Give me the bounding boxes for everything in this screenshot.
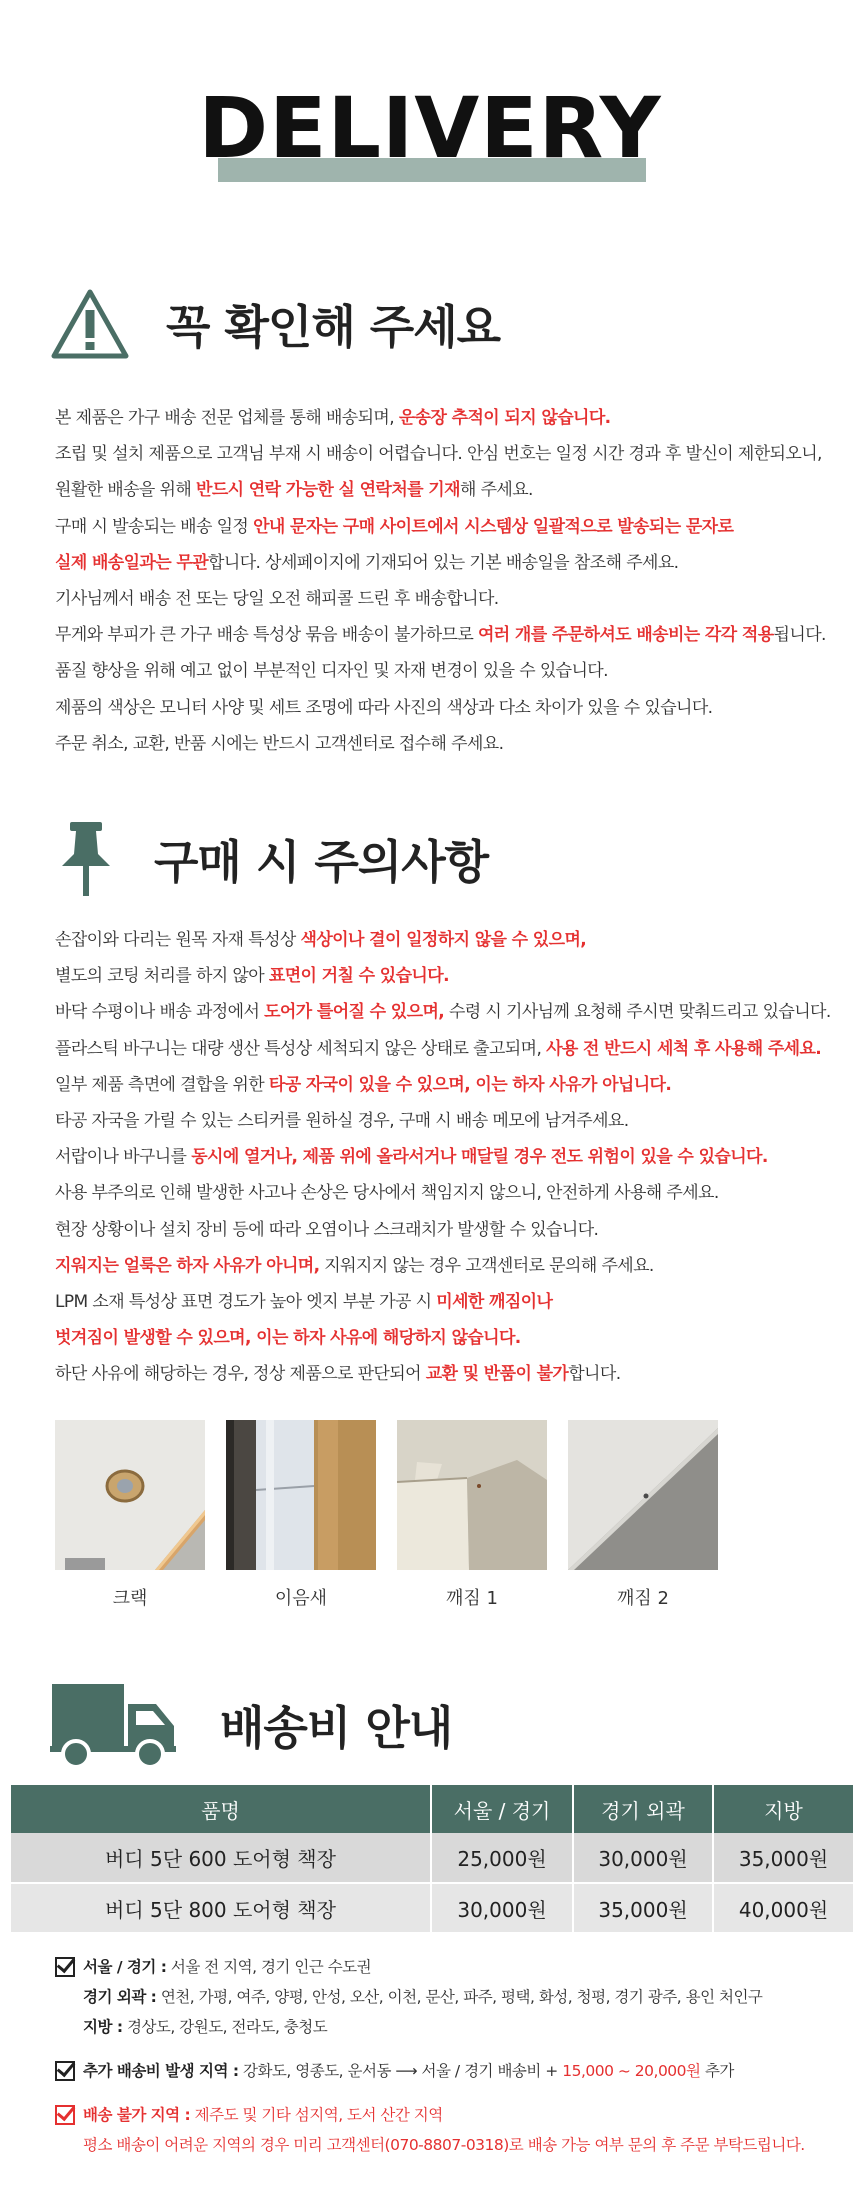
highlight-text: 도어가 틀어질 수 있으며, (264, 1002, 445, 1023)
note-outer (55, 1982, 845, 2012)
highlight-text: 벗겨짐이 발생할 수 있으며, 이는 하자 사유에 해당하지 않습니다. (55, 1328, 521, 1349)
photo-caption: 깨짐 1 (446, 1588, 498, 1609)
text-line (55, 690, 835, 726)
section-check-heading (50, 288, 500, 360)
body-text: 기사님께서 배송 전 또는 당일 오전 해피콜 드린 후 배송합니다. (55, 589, 499, 610)
checkbox-icon (55, 2061, 75, 2081)
note-amount: 15,000 ~ 20,000원 (562, 2062, 701, 2080)
title-wrap (0, 78, 860, 178)
section-check-lines (55, 400, 835, 762)
body-text: 구매 시 발송되는 배송 일정 (55, 516, 254, 537)
photo-caption: 깨짐 2 (617, 1588, 669, 1609)
highlight-text: 사용 전 반드시 세척 후 사용해 주세요. (546, 1038, 822, 1059)
text-line (55, 1031, 835, 1067)
cell-local: 40,000원 (713, 1883, 853, 1933)
photo-chip-2 (568, 1420, 718, 1610)
section-caution-lines (55, 922, 835, 1393)
highlight-text: 교환 및 반품이 불가 (425, 1364, 569, 1385)
col-local: 지방 (713, 1785, 853, 1833)
body-text: 원활한 배송을 위해 (55, 480, 196, 501)
col-product: 품명 (11, 1785, 431, 1833)
highlight-text: 미세한 깨짐이나 (436, 1292, 553, 1313)
photo-caption: 크랙 (112, 1588, 148, 1609)
crack-image (55, 1420, 205, 1570)
body-text: 해 주세요. (459, 480, 533, 501)
text-line (55, 581, 835, 617)
body-text: 무게와 부피가 큰 가구 배송 특성상 묶음 배송이 불가하므로 (55, 625, 478, 646)
note-label: 경기 외곽 : (83, 1988, 157, 2006)
text-line (55, 509, 835, 545)
body-text: 품질 향상을 위해 예고 없이 부분적인 디자인 및 자재 변경이 있을 수 있습니다. (55, 661, 608, 682)
text-line (55, 400, 835, 436)
highlight-text: 색상이나 결이 일정하지 않을 수 있으며, (300, 930, 587, 950)
body-text: 손잡이와 다리는 원목 자재 특성상 (55, 930, 301, 950)
cell-outer: 35,000원 (573, 1883, 713, 1933)
body-text: 합니다. 상세페이지에 기재되어 있는 기본 배송일을 참조해 주세요. (208, 552, 679, 573)
text-line (55, 958, 835, 994)
section-check-title: 꼭 확인해 주세요 (166, 300, 501, 354)
text-line (55, 617, 835, 653)
note-text: 강화도, 영종도, 운서동 (238, 2062, 391, 2080)
cell-product: 버디 5단 600 도어형 책장 (11, 1833, 431, 1883)
body-text: 본 제품은 가구 배송 전문 업체를 통해 배송되며, (55, 408, 399, 428)
photo-crack (55, 1420, 205, 1610)
note-label: 배송 불가 지역 : (83, 2106, 191, 2124)
defect-photos (55, 1420, 718, 1610)
highlight-text: 동시에 열거나, 제품 위에 올라서거나 매달릴 경우 전도 위험이 있을 수 있습니다. (191, 1147, 768, 1168)
photo-seam (226, 1420, 376, 1610)
checkbox-icon (55, 1957, 75, 1977)
note-seoul (55, 1952, 845, 1982)
highlight-text: 여러 개를 주문하셔도 배송비는 각각 적용 (477, 625, 774, 646)
note-text: 추가 (700, 2062, 734, 2080)
body-text: 수령 시 기사님께 요청해 주시면 맞춰드리고 있습니다. (444, 1002, 831, 1023)
pushpin-icon (56, 820, 116, 898)
body-text: 주문 취소, 교환, 반품 시에는 반드시 고객센터로 접수해 주세요. (55, 733, 504, 754)
note-local (55, 2012, 845, 2042)
text-line (55, 922, 835, 958)
body-text: 일부 제품 측면에 결합을 위한 (55, 1074, 269, 1095)
body-text: 서랍이나 바구니를 (55, 1147, 192, 1168)
body-text: 별도의 코팅 처리를 하지 않아 (55, 966, 269, 987)
text-line (55, 1320, 835, 1356)
highlight-text: 표면이 거칠 수 있습니다. (268, 966, 449, 987)
note-text: 제주도 및 기타 섬지역, 도서 산간 지역 (190, 2106, 443, 2124)
seam-image (226, 1420, 376, 1570)
note-text: 서울 / 경기 배송비 + (417, 2062, 563, 2080)
body-text: 지워지지 않는 경우 고객센터로 문의해 주세요. (319, 1255, 654, 1276)
checkbox-icon (55, 2105, 75, 2125)
table-header-row (11, 1785, 853, 1833)
highlight-text: 타공 자국이 있을 수 있으며, 이는 하자 사유가 아닙니다. (268, 1074, 672, 1095)
chip1-image (397, 1420, 547, 1570)
note-text: 연천, 가평, 여주, 양평, 안성, 오산, 이천, 문산, 파주, 평택, 화성, 청평, 경기 광주, 용인 처인구 (156, 1988, 763, 2006)
text-line (55, 436, 835, 472)
body-text: 현장 상황이나 설치 장비 등에 따라 오염이나 스크래치가 발생할 수 있습니다. (55, 1219, 599, 1240)
body-text: 사용 부주의로 인해 발생한 사고나 손상은 당사에서 책임지지 않으니, 안전하게 사용해 주세요. (55, 1183, 719, 1204)
highlight-text: 반드시 연락 가능한 실 연락처를 기재 (196, 480, 460, 501)
body-text: 됩니다. (773, 625, 826, 646)
text-line (55, 1139, 835, 1175)
note-extra (55, 2056, 845, 2086)
note-text: 서울 전 지역, 경기 인근 수도권 (166, 1958, 372, 1976)
page-title: DELIVERY (198, 79, 662, 177)
text-line (55, 1103, 835, 1139)
section-caution-heading (50, 820, 488, 898)
body-text: 조립 및 설치 제품으로 고객님 부재 시 배송이 어렵습니다. 안심 번호는 일정 시간 경과 후 발신이 제한되오니, (55, 444, 822, 465)
body-text: 타공 자국을 가릴 수 있는 스티커를 원하실 경우, 구매 시 배송 메모에 남겨주세요. (55, 1111, 629, 1132)
highlight-text: 실제 배송일과는 무관 (55, 552, 209, 573)
table-row (11, 1833, 853, 1883)
body-text: 플라스틱 바구니는 대량 생산 특성상 세척되지 않은 상태로 출고되며, (55, 1038, 547, 1059)
cell-product: 버디 5단 800 도어형 책장 (11, 1883, 431, 1933)
region-notes (55, 1952, 845, 2160)
col-seoul: 서울 / 경기 (431, 1785, 573, 1833)
note-label: 서울 / 경기 : (83, 1958, 167, 1976)
body-text: LPM 소재 특성상 표면 경도가 높아 엣지 부분 가공 시 (55, 1292, 437, 1313)
text-line (55, 545, 835, 581)
photo-caption: 이음새 (274, 1588, 328, 1609)
text-line (55, 994, 835, 1030)
text-line (55, 726, 835, 762)
photo-chip-1 (397, 1420, 547, 1610)
note-text: 경상도, 강원도, 전라도, 충청도 (122, 2018, 328, 2036)
cell-seoul: 30,000원 (431, 1883, 573, 1933)
section-fee-heading (50, 1680, 452, 1770)
arrow-right-icon: ⟶ (395, 2062, 418, 2080)
body-text: 제품의 색상은 모니터 사양 및 세트 조명에 따라 사진의 색상과 다소 차이가 있을 수 있습니다. (55, 697, 713, 718)
text-line (55, 1212, 835, 1248)
text-line (55, 1248, 835, 1284)
body-text: 합니다. (568, 1364, 621, 1385)
delivery-truck-icon (50, 1680, 178, 1770)
section-caution-title: 구매 시 주의사항 (154, 835, 489, 889)
text-line (55, 1175, 835, 1211)
body-text: 바닥 수평이나 배송 과정에서 (55, 1002, 265, 1023)
text-line (55, 1356, 835, 1392)
text-line (55, 1067, 835, 1103)
cell-local: 35,000원 (713, 1833, 853, 1883)
cell-outer: 30,000원 (573, 1833, 713, 1883)
cell-seoul: 25,000원 (431, 1833, 573, 1883)
section-fee-title: 배송비 안내 (220, 1701, 453, 1755)
note-label: 추가 배송비 발생 지역 : (83, 2062, 239, 2080)
highlight-text: 안내 문자는 구매 사이트에서 시스템상 일괄적으로 발송되는 문자로 (253, 516, 734, 537)
text-line (55, 653, 835, 689)
text-line (55, 1284, 835, 1320)
highlight-text: 운송장 추적이 되지 않습니다. (398, 408, 611, 428)
fee-table (11, 1785, 853, 1934)
note-unavailable-detail: 평소 배송이 어려운 지역의 경우 미리 고객센터(070-8807-0318)로 배송 가능 여부 문의 후 주문 부탁드립니다. (83, 2136, 805, 2154)
text-line (55, 472, 835, 508)
note-label: 지방 : (83, 2018, 123, 2036)
chip2-image (568, 1420, 718, 1570)
body-text: 하단 사유에 해당하는 경우, 정상 제품으로 판단되어 (55, 1364, 426, 1385)
col-outer: 경기 외곽 (573, 1785, 713, 1833)
warning-triangle-icon (50, 288, 130, 360)
table-row (11, 1883, 853, 1933)
highlight-text: 지워지는 얼룩은 하자 사유가 아니며, (55, 1255, 320, 1276)
note-unavailable (55, 2100, 845, 2130)
